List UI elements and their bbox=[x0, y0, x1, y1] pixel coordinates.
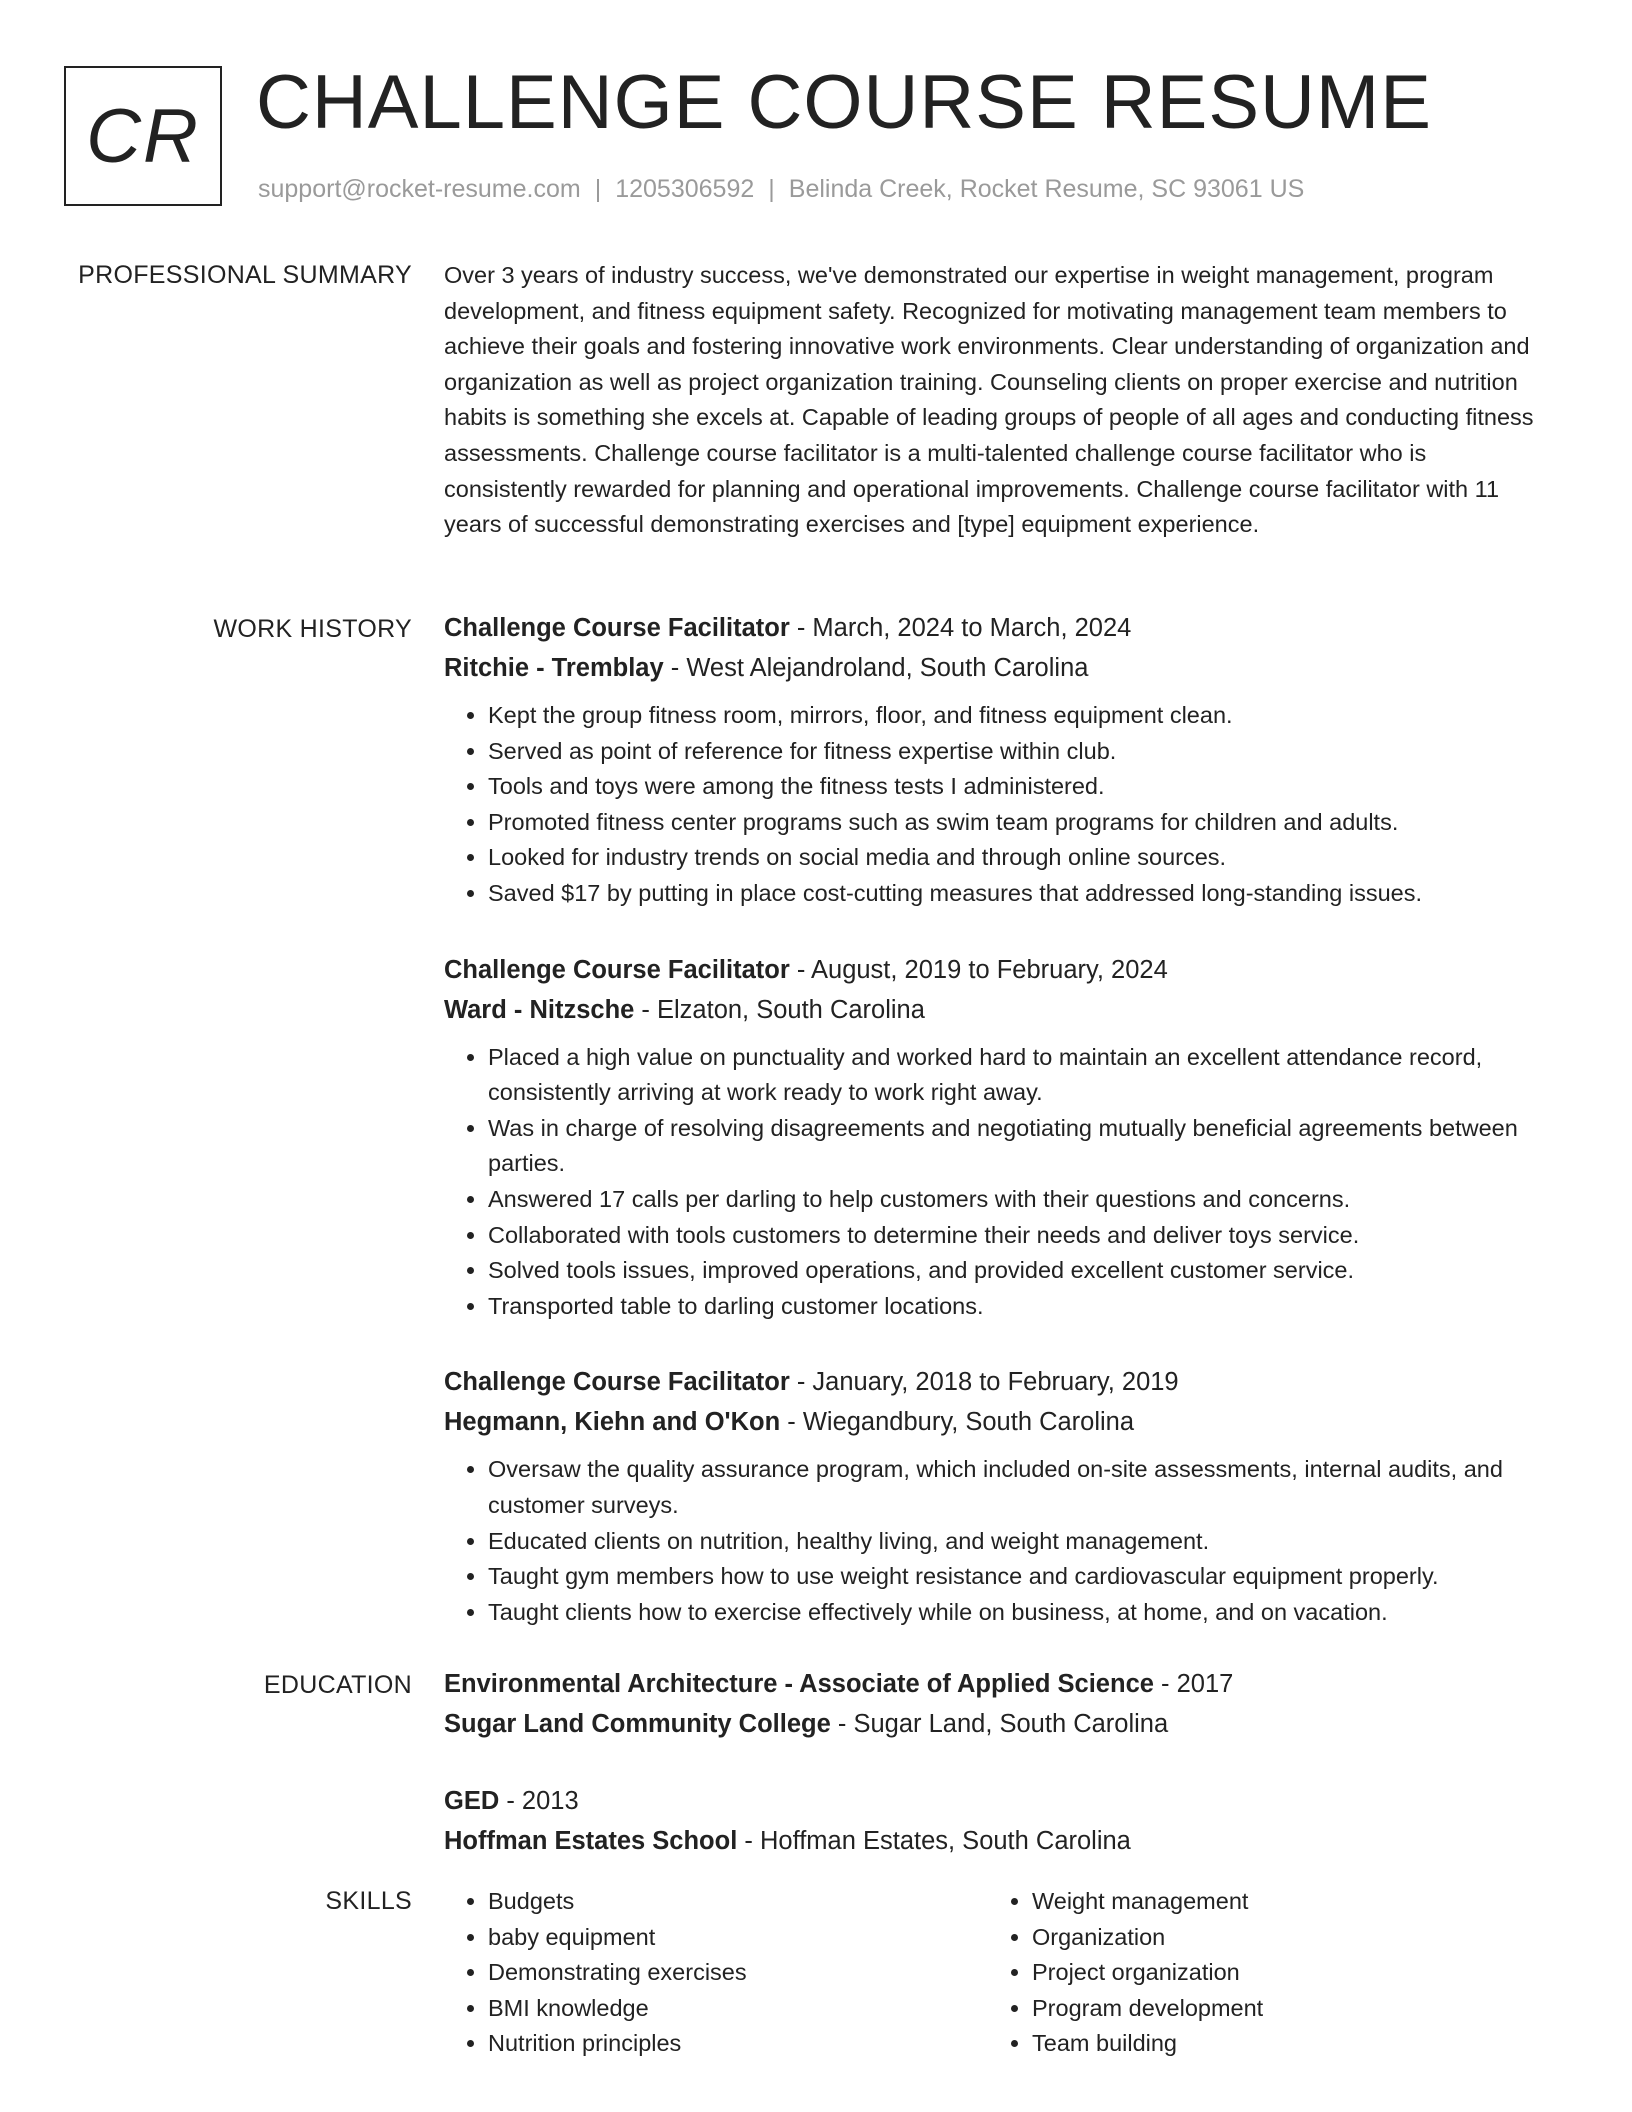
education-section bbox=[444, 1664, 1554, 1898]
list-item: • Educated clients on nutrition, healthy living, and weight management. bbox=[488, 1524, 1554, 1560]
list-item: • Looked for industry trends on social media and through online sources. bbox=[488, 840, 1554, 876]
school-name: Hoffman Estates School bbox=[444, 1827, 738, 1855]
degree-year: - 2017 bbox=[1153, 1670, 1234, 1698]
skill-item: • Weight management bbox=[1032, 1884, 1532, 1920]
job-company-line bbox=[444, 1402, 1554, 1442]
job-title-line bbox=[444, 950, 1554, 990]
resume-title: CHALLENGE COURSE RESUME bbox=[256, 60, 1432, 145]
school-line bbox=[444, 1821, 1554, 1861]
skill-item: • Program development bbox=[1032, 1991, 1532, 2027]
job-bullets bbox=[444, 698, 1554, 912]
job-dates: - August, 2019 to February, 2024 bbox=[789, 955, 1168, 984]
section-label-education: EDUCATION bbox=[263, 1671, 412, 1699]
contact-line bbox=[258, 174, 1304, 204]
work-history-section bbox=[444, 608, 1554, 1668]
list-item: • Oversaw the quality assurance program, which included on-site assessments, internal audits, and customer surveys. bbox=[488, 1452, 1554, 1523]
skill-item: • Nutrition principles bbox=[488, 2026, 988, 2062]
skill-item: • Demonstrating exercises bbox=[488, 1955, 988, 1991]
skill-item: • baby equipment bbox=[488, 1920, 988, 1956]
skills-column-left bbox=[444, 1884, 988, 2062]
job-entry bbox=[444, 608, 1554, 912]
skills-columns bbox=[444, 1884, 1554, 2062]
list-item: • Taught gym members how to use weight resistance and cardiovascular equipment properly. bbox=[488, 1559, 1554, 1595]
section-label-summary: PROFESSIONAL SUMMARY bbox=[78, 261, 412, 289]
section-label-skills: SKILLS bbox=[325, 1887, 412, 1915]
contact-separator: | bbox=[768, 175, 775, 203]
job-company: Hegmann, Kiehn and O'Kon bbox=[444, 1408, 781, 1437]
contact-email: support@rocket-resume.com bbox=[258, 175, 581, 203]
job-company-line bbox=[444, 990, 1554, 1030]
list-item: • Taught clients how to exercise effectively while on business, at home, and on vacation. bbox=[488, 1595, 1554, 1631]
job-bullets bbox=[444, 1040, 1554, 1325]
list-item: • Placed a high value on punctuality and worked hard to maintain an excellent attendance record, consistently arriving at work ready to work right away. bbox=[488, 1040, 1554, 1111]
logo-initials: CR bbox=[86, 93, 200, 179]
contact-separator: | bbox=[594, 175, 602, 203]
job-title: Challenge Course Facilitator bbox=[444, 955, 790, 984]
job-location: - West Alejandroland, South Carolina bbox=[663, 654, 1089, 682]
school-location: - Hoffman Estates, South Carolina bbox=[737, 1827, 1131, 1855]
degree-line bbox=[444, 1781, 1554, 1821]
job-title-line bbox=[444, 608, 1554, 648]
job-location: - Wiegandbury, South Carolina bbox=[780, 1408, 1135, 1437]
job-dates: - January, 2018 to February, 2019 bbox=[789, 1368, 1179, 1397]
list-item: • Transported table to darling customer locations. bbox=[488, 1289, 1554, 1325]
contact-address: Belinda Creek, Rocket Resume, SC 93061 US bbox=[788, 175, 1305, 203]
list-item: • Kept the group fitness room, mirrors, floor, and fitness equipment clean. bbox=[488, 698, 1554, 734]
skills-section bbox=[444, 1884, 1554, 2062]
section-label-work-history: WORK HISTORY bbox=[213, 615, 412, 643]
skills-column-right bbox=[988, 1884, 1532, 2062]
skill-item: • Team building bbox=[1032, 2026, 1532, 2062]
degree-line bbox=[444, 1664, 1554, 1704]
school-line bbox=[444, 1704, 1554, 1744]
job-company: Ritchie - Tremblay bbox=[444, 654, 664, 682]
job-title: Challenge Course Facilitator bbox=[444, 1368, 790, 1397]
list-item: • Served as point of reference for fitness expertise within club. bbox=[488, 734, 1554, 770]
skill-item: • Organization bbox=[1032, 1920, 1532, 1956]
skill-item: • BMI knowledge bbox=[488, 1991, 988, 2027]
skill-item: • Budgets bbox=[488, 1884, 988, 1920]
school-name: Sugar Land Community College bbox=[444, 1710, 831, 1738]
list-item: • Answered 17 calls per darling to help customers with their questions and concerns. bbox=[488, 1182, 1554, 1218]
job-company: Ward - Nitzsche bbox=[444, 995, 635, 1024]
contact-phone: 1205306592 bbox=[615, 175, 755, 203]
education-entry bbox=[444, 1664, 1554, 1744]
school-location: - Sugar Land, South Carolina bbox=[830, 1710, 1169, 1738]
education-entry bbox=[444, 1781, 1554, 1861]
job-company-line bbox=[444, 648, 1554, 688]
job-dates: - March, 2024 to March, 2024 bbox=[789, 614, 1132, 642]
job-bullets bbox=[444, 1452, 1554, 1630]
monogram-logo bbox=[64, 66, 222, 206]
skill-item: • Project organization bbox=[1032, 1955, 1532, 1991]
job-title-line bbox=[444, 1362, 1554, 1402]
degree-name: GED bbox=[444, 1787, 500, 1815]
list-item: • Promoted fitness center programs such as swim team programs for children and adults. bbox=[488, 805, 1554, 841]
list-item: • Saved $17 by putting in place cost-cutting measures that addressed long-standing issues. bbox=[488, 876, 1554, 912]
list-item: • Solved tools issues, improved operations, and provided excellent customer service. bbox=[488, 1253, 1554, 1289]
degree-name: Environmental Architecture - Associate of Applied Science bbox=[444, 1670, 1154, 1698]
job-location: - Elzaton, South Carolina bbox=[634, 995, 925, 1024]
summary-text: Over 3 years of industry success, we've demonstrated our expertise in weight management, program development, and fitness equipment safety. Recognized for motivating management team members to achieve their goals and fostering innovative work environments. Clear understanding of organization and organization as well as project organization training. Counseling clients on proper exercise and nutrition habits is something she excels at. Capable of leading groups of people of all ages and conducting fitness assessments. Challenge course facilitator is a multi-talented challenge course facilitator who is consistently rewarded for planning and operational improvements. Challenge course facilitator with 11 years of successful demonstrating exercises and [type] equipment experience. bbox=[444, 262, 1534, 538]
job-title: Challenge Course Facilitator bbox=[444, 614, 790, 642]
job-entry bbox=[444, 950, 1554, 1325]
degree-year: - 2013 bbox=[499, 1787, 579, 1815]
job-entry bbox=[444, 1362, 1554, 1630]
list-item: • Collaborated with tools customers to determine their needs and deliver toys service. bbox=[488, 1218, 1554, 1254]
list-item: • Tools and toys were among the fitness tests I administered. bbox=[488, 769, 1554, 805]
list-item: • Was in charge of resolving disagreements and negotiating mutually beneficial agreements between parties. bbox=[488, 1111, 1554, 1182]
